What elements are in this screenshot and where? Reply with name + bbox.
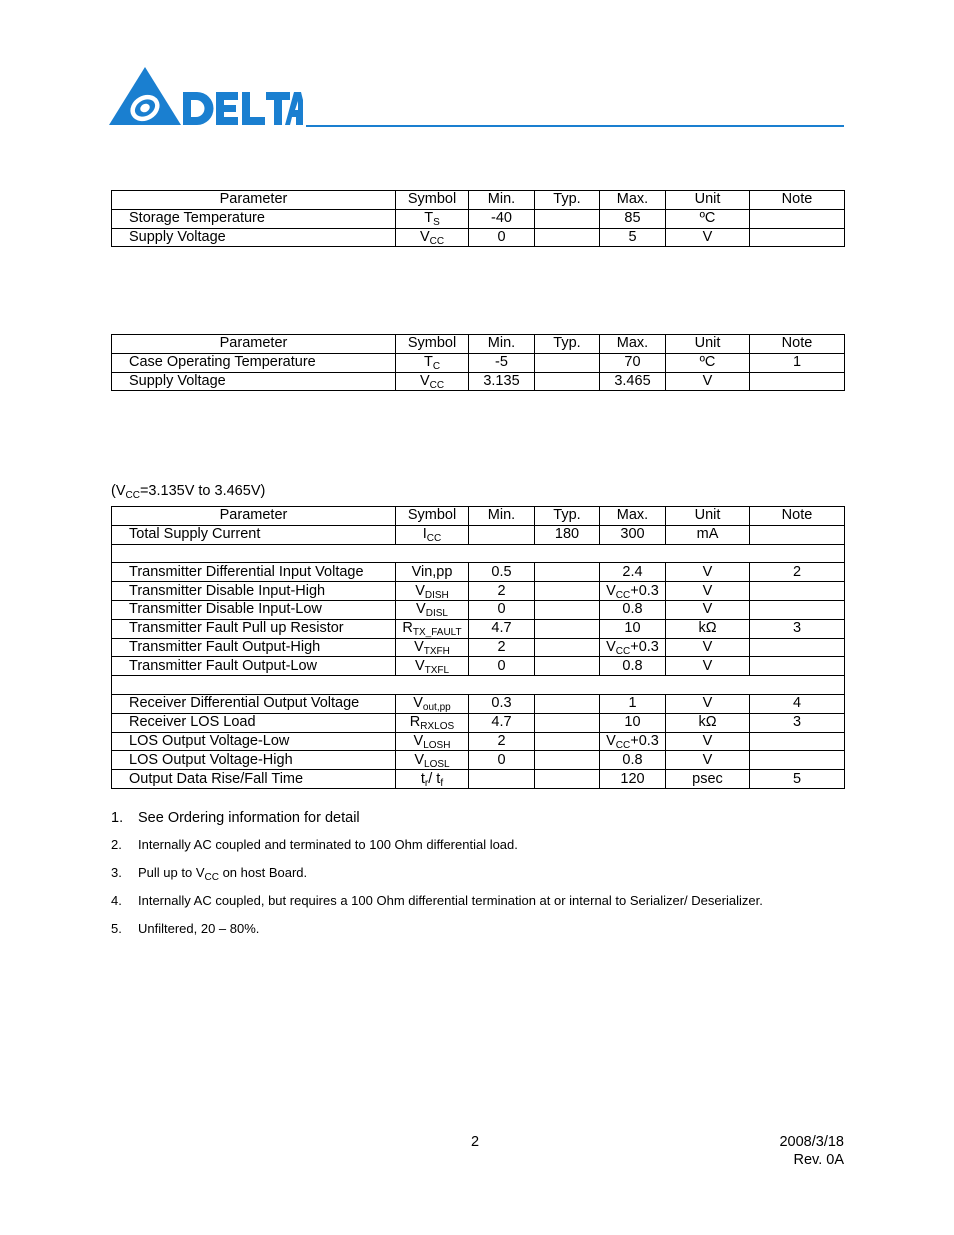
cond-prefix: (V: [111, 483, 126, 499]
cell-parameter: Transmitter Fault Pull up Resistor: [112, 619, 396, 638]
cell-symbol: [396, 353, 469, 372]
col-unit: Unit: [666, 191, 750, 210]
symbol-main: Vin,pp: [411, 563, 453, 580]
cell-parameter: Transmitter Disable Input-Low: [112, 600, 396, 619]
cell-parameter: Total Supply Current: [112, 525, 396, 544]
max-symbol: V: [606, 582, 616, 599]
note-text: Internally AC coupled, but requires a 100 Ohm differential termination at or internal to Serializer/ Deserializer.: [138, 893, 763, 908]
cell-note: 3: [750, 619, 845, 638]
cell-max: 0.8: [600, 751, 666, 770]
symbol-main: V: [419, 372, 430, 389]
cell-typ: [535, 751, 600, 770]
footer-date: 2008/3/18: [779, 1134, 844, 1150]
spacer-cell: [112, 676, 845, 695]
cell-unit: kΩ: [666, 619, 750, 638]
cell-symbol: [396, 525, 469, 544]
symbol-main: / t: [428, 770, 441, 787]
electrical-condition: [111, 483, 265, 499]
cell-note: [750, 638, 845, 657]
symbol-main: I: [422, 526, 427, 543]
col-max: Max.: [600, 191, 666, 210]
table-row: [112, 751, 845, 770]
symbol-subscript: TX_FAULT: [412, 627, 462, 639]
cell-max: 10: [600, 713, 666, 732]
note-number: 2.: [111, 837, 122, 852]
cell-symbol: [396, 582, 469, 601]
note-item: [111, 865, 851, 893]
symbol-main: V: [419, 228, 430, 245]
cell-symbol: [396, 751, 469, 770]
cell-note: 4: [750, 694, 845, 713]
cell-min: 0: [469, 751, 535, 770]
cell-typ: [535, 372, 600, 391]
cell-symbol: [396, 713, 469, 732]
cell-min: 3.135: [469, 372, 535, 391]
cell-note: [750, 525, 845, 544]
cell-parameter: Receiver LOS Load: [112, 713, 396, 732]
cell-symbol: [396, 732, 469, 751]
cell-parameter: Transmitter Fault Output-High: [112, 638, 396, 657]
symbol-subscript: TXFH: [423, 645, 450, 657]
col-min: Min.: [469, 507, 535, 526]
symbol-subscript: DISL: [425, 608, 448, 620]
cell-min: 0: [469, 600, 535, 619]
symbol-main: V: [415, 582, 425, 599]
cell-unit: V: [666, 600, 750, 619]
max-symbol: V: [606, 638, 616, 655]
cell-parameter: Output Data Rise/Fall Time: [112, 770, 396, 789]
table-row: [112, 353, 845, 372]
cell-symbol: [396, 600, 469, 619]
symbol-main: V: [414, 638, 424, 655]
header-rule: [306, 125, 844, 127]
col-unit: Unit: [666, 507, 750, 526]
symbol-subscript: TXFL: [424, 664, 450, 676]
cell-typ: [535, 713, 600, 732]
max-suffix: +0.3: [630, 732, 659, 749]
cell-max: 0.8: [600, 600, 666, 619]
cell-unit: V: [666, 372, 750, 391]
symbol-main: V: [413, 695, 423, 712]
cell-max: 3.465: [600, 372, 666, 391]
cell-min: 4.7: [469, 619, 535, 638]
cell-unit: V: [666, 563, 750, 582]
cell-max: 1: [600, 694, 666, 713]
table-header-row: [112, 507, 845, 526]
cell-symbol: [396, 563, 469, 582]
symbol-subscript: DISH: [424, 589, 449, 601]
symbol-main: V: [413, 732, 424, 749]
cell-typ: [535, 694, 600, 713]
cell-unit: kΩ: [666, 713, 750, 732]
cell-symbol: [396, 638, 469, 657]
cell-typ: [535, 638, 600, 657]
cell-typ: [535, 657, 600, 676]
table-row: [112, 209, 845, 228]
cell-symbol: [396, 619, 469, 638]
col-max: Max.: [600, 335, 666, 354]
cell-parameter: LOS Output Voltage-High: [112, 751, 396, 770]
cell-typ: [535, 619, 600, 638]
absolute-max-ratings-table: [111, 190, 845, 247]
col-note: Note: [750, 507, 845, 526]
symbol-subscript: r: [424, 777, 429, 789]
col-min: Min.: [469, 191, 535, 210]
cell-max: [600, 732, 666, 751]
cell-symbol: [396, 657, 469, 676]
col-symbol: Symbol: [396, 507, 469, 526]
cell-symbol: [396, 228, 469, 247]
table-row: [112, 600, 845, 619]
cell-max: 2.4: [600, 563, 666, 582]
symbol-main: R: [402, 620, 413, 637]
table-row: [112, 372, 845, 391]
col-typ: Typ.: [535, 191, 600, 210]
cell-min: 4.7: [469, 713, 535, 732]
symbol-subscript: out,pp: [422, 702, 451, 714]
symbol-subscript: CC: [426, 533, 442, 545]
symbol-subscript: C: [432, 361, 441, 373]
symbol-subscript: CC: [429, 235, 445, 247]
table-row: [112, 525, 845, 544]
table-row: [112, 713, 845, 732]
symbol-main: t: [420, 770, 425, 787]
table-row: [112, 638, 845, 657]
cell-unit: V: [666, 638, 750, 657]
cell-typ: [535, 209, 600, 228]
cell-min: -40: [469, 209, 535, 228]
cell-unit: V: [666, 657, 750, 676]
col-min: Min.: [469, 335, 535, 354]
footer-revision: Rev. 0A: [793, 1152, 844, 1168]
delta-logo: [109, 64, 303, 128]
cell-max: [600, 582, 666, 601]
cell-note: [750, 582, 845, 601]
table-row: [112, 657, 845, 676]
cell-parameter: Supply Voltage: [112, 228, 396, 247]
cell-note: 5: [750, 770, 845, 789]
cell-parameter: LOS Output Voltage-Low: [112, 732, 396, 751]
cell-min: 2: [469, 732, 535, 751]
note-item: [111, 810, 851, 837]
symbol-main: T: [424, 210, 434, 227]
cell-note: [750, 228, 845, 247]
symbol-subscript: f: [440, 777, 444, 789]
cond-suffix: =3.135V to 3.465V): [139, 483, 266, 499]
cell-symbol: [396, 770, 469, 789]
cell-parameter: Transmitter Fault Output-Low: [112, 657, 396, 676]
table-row: [112, 694, 845, 713]
cell-note: [750, 657, 845, 676]
col-parameter: Parameter: [112, 507, 396, 526]
cell-unit: ºC: [666, 209, 750, 228]
col-symbol: Symbol: [396, 191, 469, 210]
table-row: [112, 563, 845, 582]
max-subscript: CC: [615, 739, 631, 751]
table-row: [112, 732, 845, 751]
cell-max: 300: [600, 525, 666, 544]
cell-typ: [535, 353, 600, 372]
col-typ: Typ.: [535, 507, 600, 526]
symbol-main: V: [414, 657, 425, 674]
table-spacer-row: [112, 544, 845, 563]
cell-note: [750, 209, 845, 228]
cell-unit: V: [666, 732, 750, 751]
cell-max: 10: [600, 619, 666, 638]
cell-note: [750, 751, 845, 770]
note-text: See Ordering information for detail: [138, 810, 360, 826]
note-sub: CC: [204, 872, 219, 883]
symbol-subscript: S: [433, 217, 440, 229]
note-text: on host Board.: [218, 865, 308, 880]
max-subscript: CC: [615, 589, 631, 601]
max-subscript: CC: [615, 645, 631, 657]
note-text: Internally AC coupled and terminated to 100 Ohm differential load.: [138, 837, 518, 852]
max-suffix: +0.3: [630, 582, 659, 599]
notes-list: [111, 810, 851, 949]
symbol-subscript: LOSL: [424, 758, 450, 770]
cell-note: [750, 600, 845, 619]
note-item: [111, 921, 851, 949]
cell-typ: [535, 770, 600, 789]
note-item: [111, 893, 851, 921]
col-note: Note: [750, 191, 845, 210]
table-row: [112, 582, 845, 601]
cell-note: 1: [750, 353, 845, 372]
electrical-characteristics-table: [111, 506, 845, 789]
cell-min: [469, 770, 535, 789]
cell-min: -5: [469, 353, 535, 372]
cell-symbol: [396, 209, 469, 228]
page-number: 2: [470, 1134, 480, 1150]
cell-typ: [535, 582, 600, 601]
cell-unit: mA: [666, 525, 750, 544]
symbol-main: T: [423, 354, 433, 371]
cell-max: [600, 638, 666, 657]
note-number: 3.: [111, 865, 122, 880]
table-header-row: [112, 335, 845, 354]
table-row: [112, 228, 845, 247]
spacer-cell: [112, 544, 845, 563]
col-unit: Unit: [666, 335, 750, 354]
col-parameter: Parameter: [112, 335, 396, 354]
cell-max: 5: [600, 228, 666, 247]
cell-note: [750, 732, 845, 751]
cell-min: 0.3: [469, 694, 535, 713]
cell-max: 0.8: [600, 657, 666, 676]
cell-min: 2: [469, 638, 535, 657]
cell-parameter: Receiver Differential Output Voltage: [112, 694, 396, 713]
note-number: 4.: [111, 893, 122, 908]
cell-note: 2: [750, 563, 845, 582]
note-number: 5.: [111, 921, 122, 936]
table-spacer-row: [112, 676, 845, 695]
note-item: [111, 837, 851, 865]
symbol-subscript: LOSH: [423, 739, 451, 751]
max-suffix: +0.3: [630, 638, 659, 655]
cell-max: 120: [600, 770, 666, 789]
cell-max: 70: [600, 353, 666, 372]
symbol-subscript: CC: [429, 379, 445, 391]
cell-unit: psec: [666, 770, 750, 789]
cell-typ: [535, 732, 600, 751]
cell-unit: V: [666, 751, 750, 770]
cell-unit: V: [666, 582, 750, 601]
cell-note: 3: [750, 713, 845, 732]
table-header-row: [112, 191, 845, 210]
operating-conditions-table: [111, 334, 845, 391]
col-max: Max.: [600, 507, 666, 526]
symbol-subscript: RXLOS: [420, 721, 455, 733]
table-row: [112, 619, 845, 638]
cond-sub: CC: [125, 490, 140, 501]
cell-note: [750, 372, 845, 391]
col-note: Note: [750, 335, 845, 354]
cell-parameter: Transmitter Differential Input Voltage: [112, 563, 396, 582]
note-number: 1.: [111, 810, 124, 826]
cell-unit: V: [666, 694, 750, 713]
max-symbol: V: [606, 732, 616, 749]
col-parameter: Parameter: [112, 191, 396, 210]
symbol-main: V: [414, 751, 425, 768]
cell-unit: V: [666, 228, 750, 247]
cell-parameter: Supply Voltage: [112, 372, 396, 391]
cell-min: 2: [469, 582, 535, 601]
table-row: [112, 770, 845, 789]
cell-typ: [535, 228, 600, 247]
cell-typ: 180: [535, 525, 600, 544]
cell-min: 0: [469, 657, 535, 676]
cell-symbol: [396, 694, 469, 713]
col-symbol: Symbol: [396, 335, 469, 354]
cell-typ: [535, 563, 600, 582]
col-typ: Typ.: [535, 335, 600, 354]
cell-max: 85: [600, 209, 666, 228]
cell-min: 0: [469, 228, 535, 247]
symbol-main: V: [416, 601, 426, 618]
cell-min: [469, 525, 535, 544]
note-text: Pull up to V: [138, 865, 205, 880]
cell-parameter: Storage Temperature: [112, 209, 396, 228]
cell-typ: [535, 600, 600, 619]
cell-parameter: Case Operating Temperature: [112, 353, 396, 372]
cell-symbol: [396, 372, 469, 391]
cell-min: 0.5: [469, 563, 535, 582]
note-text: Unfiltered, 20 – 80%.: [138, 921, 260, 936]
cell-parameter: Transmitter Disable Input-High: [112, 582, 396, 601]
symbol-main: R: [409, 714, 421, 731]
cell-unit: ºC: [666, 353, 750, 372]
